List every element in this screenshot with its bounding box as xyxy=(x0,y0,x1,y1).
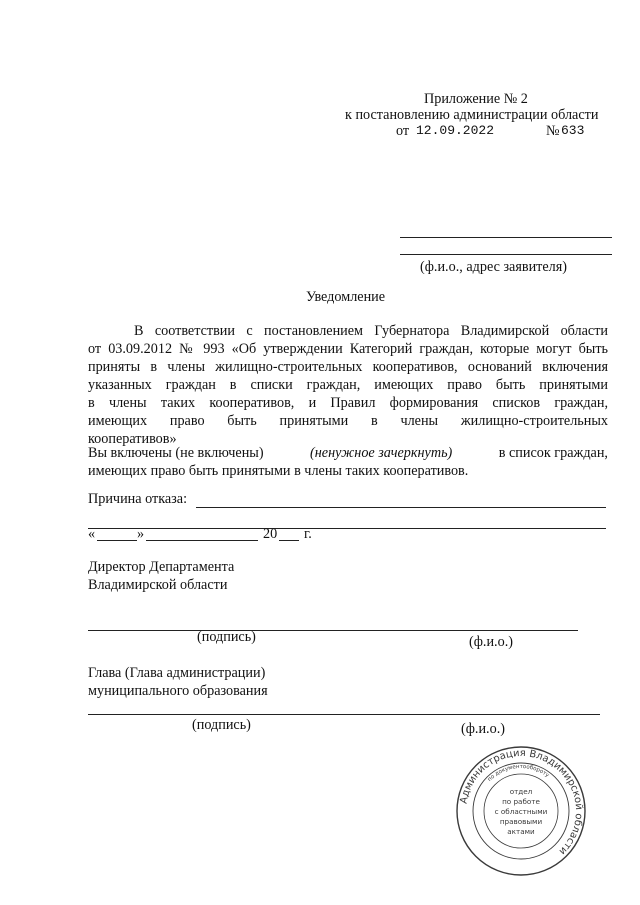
stamp-inner-text: по документообороту xyxy=(486,763,551,783)
appendix-title: Приложение № 2 xyxy=(424,91,528,107)
appendix-number-label: № xyxy=(546,123,560,139)
stamp-center-line-3: с областными xyxy=(494,807,548,816)
notice-line-2: от 03.09.2012 № 993 «Об утверждении Категорий граждан, которые могут быть xyxy=(88,341,608,357)
director-title-2: Владимирской области xyxy=(88,577,228,593)
director-signature-line xyxy=(88,630,578,631)
date-month-blank xyxy=(146,540,258,541)
appendix-subtitle: к постановлению администрации области xyxy=(345,107,599,123)
refusal-label: Причина отказа: xyxy=(88,491,188,507)
stamp-center-line-2: по работе xyxy=(502,797,540,806)
head-name-caption: (ф.и.о.) xyxy=(461,721,505,737)
date-year-prefix: 20 xyxy=(263,526,278,542)
appendix-date: 12.09.2022 xyxy=(416,123,495,138)
date-day-blank xyxy=(97,540,137,541)
included-text-a: Вы включены (не включены) xyxy=(88,445,264,461)
stamp-center-line-1: отдел xyxy=(509,787,533,796)
date-year-blank xyxy=(279,540,299,541)
notice-line-1: В соответствии с постановлением Губернатора Владимирской области xyxy=(134,323,608,339)
head-title-1: Глава (Глава администрации) xyxy=(88,665,266,681)
official-stamp xyxy=(454,744,588,878)
included-line-2: имеющих право быть принятыми в члены таких кооперативов. xyxy=(88,463,469,479)
date-year-suffix: г. xyxy=(304,526,312,542)
stamp-outer-text: Администрация Владимирской области xyxy=(458,747,585,857)
notice-line-6: имеющих право быть принятыми в члены жилищно-строительных xyxy=(88,413,608,429)
strike-hint: (ненужное зачеркнуть) xyxy=(310,445,453,461)
date-close-quote: » xyxy=(137,526,145,542)
head-signature-caption: (подпись) xyxy=(192,717,251,733)
stamp-center-line-4: правовыми xyxy=(499,817,543,826)
refusal-line-2 xyxy=(88,528,606,529)
notice-body xyxy=(88,322,608,448)
notice-line-7: кооперативов» xyxy=(88,431,177,447)
director-signature-caption: (подпись) xyxy=(197,629,256,645)
included-text-c: в список граждан, xyxy=(498,445,608,461)
applicant-line-2 xyxy=(400,254,612,255)
director-name-caption: (ф.и.о.) xyxy=(469,634,513,650)
head-title-2: муниципального образования xyxy=(88,683,268,699)
stamp-center-line-5: актами xyxy=(507,827,535,836)
included-line-1 xyxy=(88,444,608,462)
head-signature-line xyxy=(88,714,600,715)
applicant-caption: (ф.и.о., адрес заявителя) xyxy=(420,259,567,275)
director-title-1: Директор Департамента xyxy=(88,559,235,575)
refusal-line-1 xyxy=(196,507,606,508)
notice-line-5: в члены таких кооперативов, и Правил формирования списков граждан, xyxy=(88,395,608,411)
notice-title: Уведомление xyxy=(306,289,386,305)
applicant-line-1 xyxy=(400,237,612,238)
date-open-quote: « xyxy=(88,526,96,542)
appendix-from-label: от xyxy=(396,123,410,139)
appendix-number: 633 xyxy=(561,123,585,138)
notice-line-3: приняты в члены жилищно-строительных кооперативов, оснований включения xyxy=(88,359,608,375)
notice-line-4: указанных граждан в списки граждан, имеющих право быть принятыми xyxy=(88,377,608,393)
